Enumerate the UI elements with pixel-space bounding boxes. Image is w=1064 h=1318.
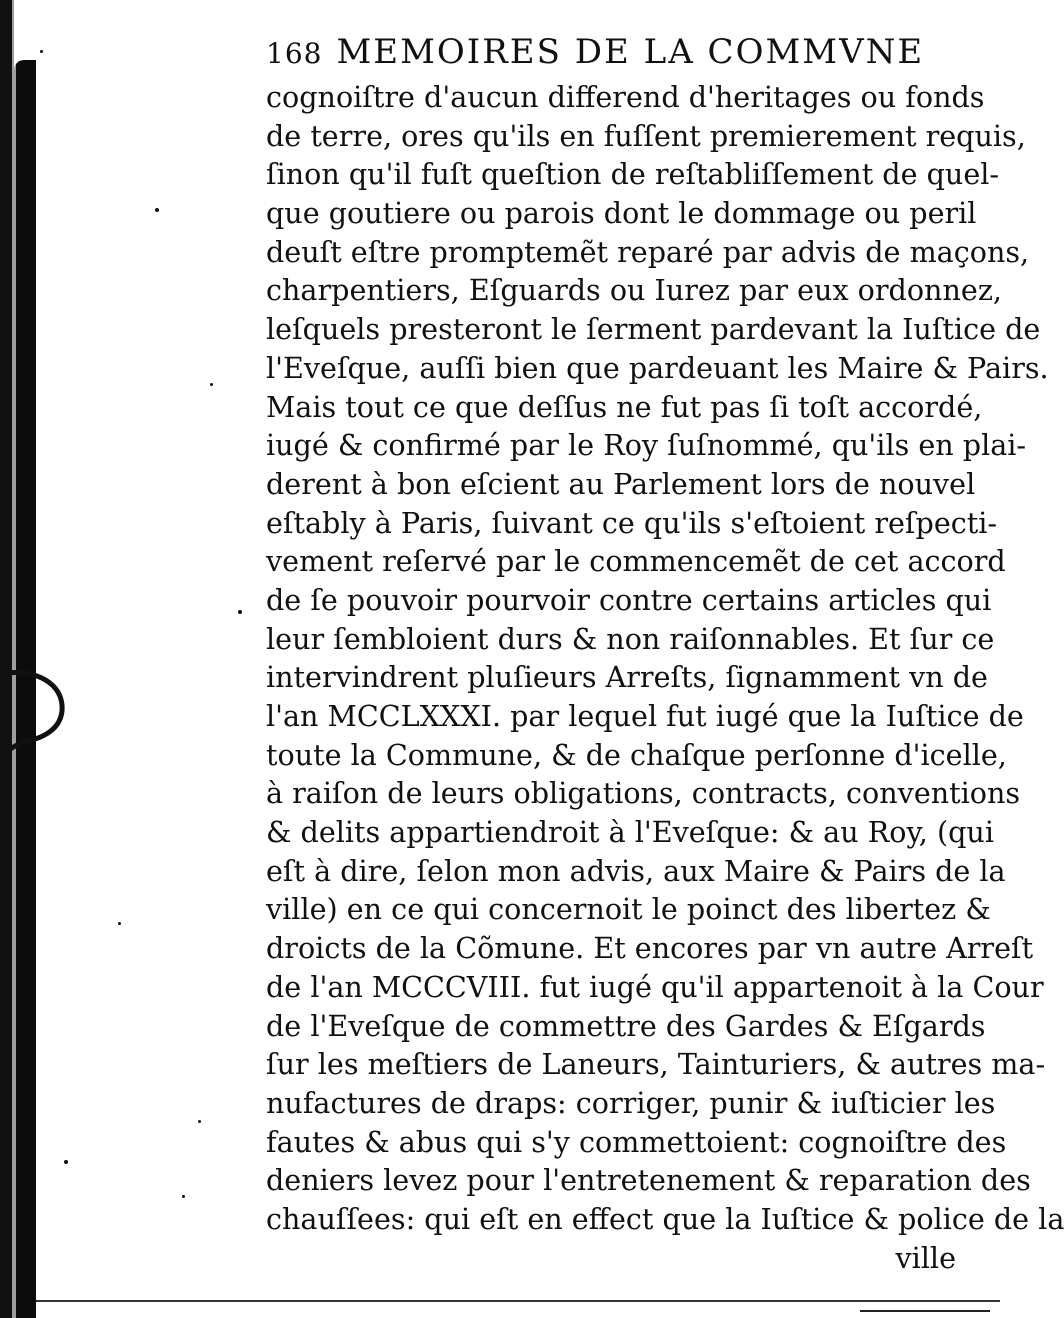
text-line: droicts de la Cõmune. Et encores par vn autre Arreſt [266,931,1034,966]
text-line: ſur les meſtiers de Laneurs, Tainturiers, & autres ma- [266,1047,1046,1082]
scan-speck [155,208,159,212]
body-text [266,78,1064,1277]
text-line: & delits appartiendroit à l'Eveſque: & au Roy, (qui [266,815,994,850]
text-line: nufactures de draps: corriger, punir & iuſticier les [266,1085,996,1120]
text-line: l'Eveſque, auſſi bien que pardeuant les Maire & Pairs. [266,350,1049,385]
text-line: leſquels presteront le ſerment pardevant la Iuſtice de [266,312,1041,347]
page-edge-gap [12,0,16,1318]
text-line: de l'Eveſque de commettre des Gardes & Eſgards [266,1008,986,1043]
text-line: Mais tout ce que deſſus ne fut pas ſi toſt accordé, [266,389,983,424]
scan-speck [210,383,213,386]
text-line: iugé & confirmé par le Roy ſuſnommé, qu'ils en plai- [266,428,1027,463]
text-line: fautes & abus qui s'y commettoient: cognoiſtre des [266,1124,1007,1159]
scan-speck [40,50,43,53]
text-line: l'an MCCLXXXI. par lequel fut iugé que la Iuſtice de [266,699,1024,733]
text-line: de ſe pouvoir pourvoir contre certains articles qui [266,582,992,617]
page-number: 168 [266,37,323,70]
running-title: MEMOIRES DE LA COMMVNE [336,32,925,72]
text-line: eſtably à Paris, ſuivant ce qu'ils s'eſtoient reſpecti- [266,505,998,540]
text-line: eſt à dire, ſelon mon advis, aux Maire & Pairs de la [266,853,1006,888]
scan-speck [118,922,121,925]
text-line: ſinon qu'il fuſt queſtion de reſtabliſſement de quel- [266,157,1000,192]
text-line: chauſſees: qui eſt en effect que la Iuſtice & police de la [266,1201,1064,1236]
text-line: leur ſembloient durs & non raiſonnables. Et ſur ce [266,621,995,656]
scan-speck [238,610,242,614]
text-line: deuſt eſtre promptemẽt reparé par advis de maçons, [266,234,1030,269]
scan-speck [198,1120,201,1123]
text-line: ville) en ce qui concernoit le poinct des libertez & [266,892,991,927]
bottom-page-rule [36,1300,1000,1302]
text-line: charpentiers, Eſguards ou Iurez par eux ordonnez, [266,273,1002,308]
catchword: ville [895,1240,956,1275]
text-line: que goutiere ou parois dont le dommage ou peril [266,196,977,231]
running-head [266,30,956,74]
text-line: deniers levez pour l'entretenement & reparation des [266,1163,1031,1198]
text-line: vement reſervé par le commencemẽt de cet accord [266,544,1006,579]
text-line: derent à bon eſcient au Parlement lors de nouvel [266,466,976,501]
book-page [266,30,1064,1275]
text-line: à raiſon de leurs obligations, contracts, conventions [266,776,1021,811]
scan-speck [64,1160,68,1164]
text-line: toute la Commune, & de chaſque perſonne d'icelle, [266,737,1007,772]
clip-mark [0,660,80,770]
text-line: cognoiſtre d'aucun differend d'heritages ou fonds [266,80,985,114]
text-line: intervindrent pluſieurs Arreſts, ſignamment vn de [266,660,988,695]
bottom-page-rule-secondary [860,1310,990,1312]
text-line: de terre, ores qu'ils en fuſſent premierement requis, [266,118,1026,153]
text-line: de l'an MCCCVIII. fut iugé qu'il appartenoit à la Cour [266,969,1044,1004]
scan-speck [182,1195,185,1198]
